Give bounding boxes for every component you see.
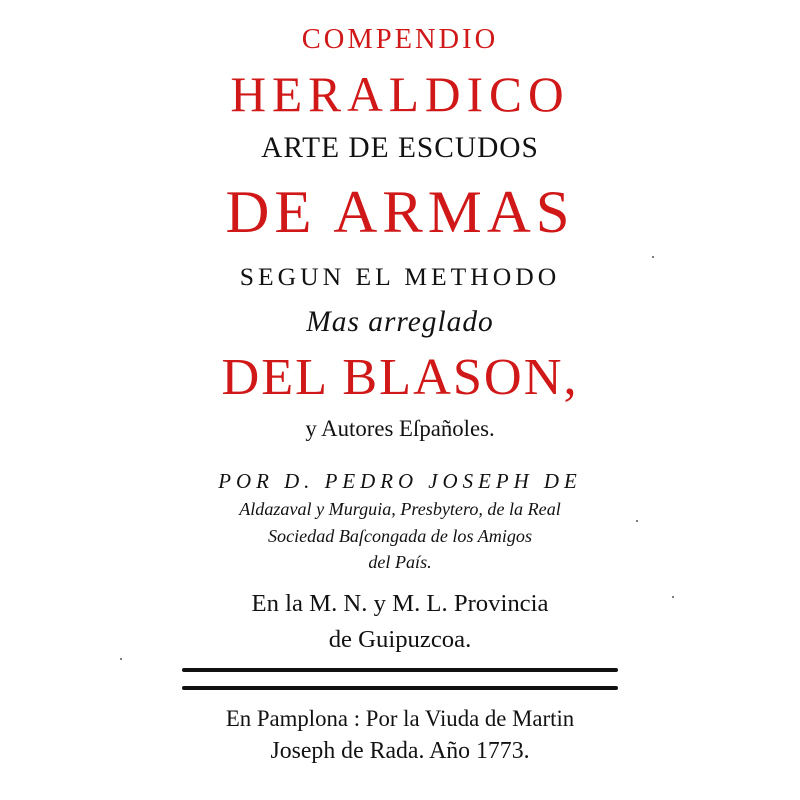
author-line-1: POR D. PEDRO JOSEPH DE — [218, 469, 582, 493]
province-line-1: En la M. N. y M. L. Provincia — [251, 590, 549, 617]
title-compendio: COMPENDIO — [301, 24, 499, 55]
subtitle-autores-espanoles: y Autores Eſpañoles. — [305, 416, 495, 441]
paper-speck — [636, 520, 638, 522]
subtitle-arte-de-escudos: ARTE DE ESCUDOS — [261, 132, 539, 164]
title-del-blason: DEL BLASON, — [221, 348, 579, 406]
paper-speck — [120, 658, 122, 660]
paper-speck — [652, 256, 654, 258]
paper-speck — [672, 596, 674, 598]
province-line-2: de Guipuzcoa. — [328, 626, 472, 653]
author-line-4: del País. — [368, 552, 432, 572]
double-rule-bottom — [182, 686, 618, 690]
title-de-armas: DE ARMAS — [225, 179, 575, 246]
subtitle-segun-el-methodo: SEGUN EL METHODO — [239, 262, 561, 291]
subtitle-mas-arreglado: Mas arreglado — [306, 306, 494, 338]
title-heraldico: HERALDICO — [230, 67, 570, 122]
author-line-3: Sociedad Baſcongada de los Amigos — [267, 526, 532, 546]
imprint-line-1-text: En Pamplona : Por la Viuda de Martin — [225, 706, 575, 731]
double-rule-top — [182, 668, 618, 672]
author-line-2: Aldazaval y Murguia, Presbytero, de la Real — [239, 499, 561, 519]
imprint-line-2: Joseph de Rada. Año 1773. — [270, 738, 530, 764]
imprint-line-1 — [0, 706, 800, 732]
